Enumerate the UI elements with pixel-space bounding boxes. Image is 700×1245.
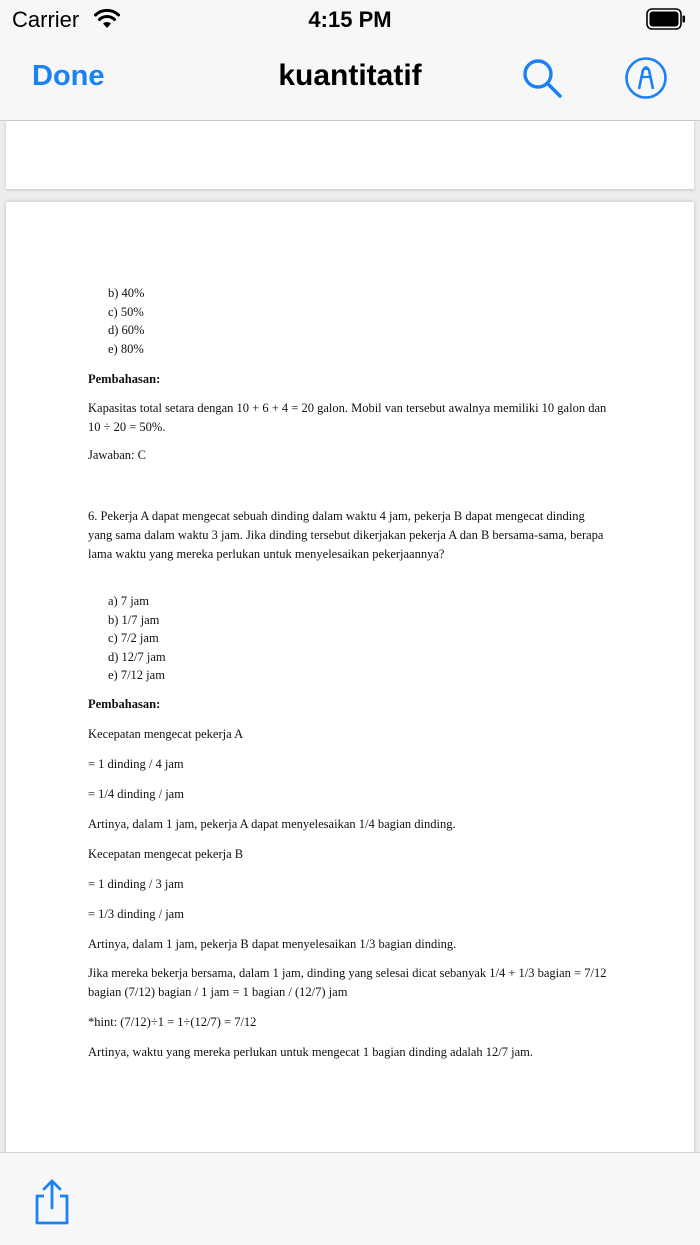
bottom-toolbar — [0, 1152, 700, 1245]
q5-options — [108, 284, 144, 358]
done-button[interactable]: Done — [32, 60, 105, 92]
list-item: d) 60% — [108, 323, 145, 337]
q6-conclusion: Artinya, waktu yang mereka perlukan untuk mengecat 1 bagian dinding adalah 12/7 jam. — [88, 1045, 534, 1059]
list-item: b) 40% — [108, 286, 145, 300]
q5-answer: Jawaban: C — [88, 448, 146, 462]
navigation-bar — [0, 40, 700, 121]
list-item: c) 50% — [108, 304, 144, 319]
document-title: kuantitatif — [278, 59, 422, 92]
battery-icon — [646, 8, 686, 30]
q6-line: = 1/4 dinding / jam — [88, 787, 184, 801]
list-item: c) 7/2 jam — [108, 631, 159, 645]
list-item: d) 12/7 jam — [108, 649, 166, 664]
status-time: 4:15 PM — [308, 7, 392, 32]
list-item: e) 7/12 jam — [108, 668, 165, 682]
document-page — [6, 202, 694, 1162]
status-bar — [0, 0, 700, 40]
q6-line: = 1 dinding / 4 jam — [88, 757, 184, 771]
list-item: b) 1/7 jam — [108, 612, 160, 627]
q6-hint: *hint: (7/12)÷1 = 1÷(12/7) = 7/12 — [88, 1015, 257, 1029]
q6-question: 6. Pekerja A dapat mengecat sebuah dinding dalam waktu 4 jam, pekerja B dapat mengecat dinding yang sama dalam waktu 3 jam. Jika dinding tersebut dikerjakan pekerja A dan B bersama-sama, berapa lama waktu yang mereka perlukan untuk menyelesaikan pekerjaannya? — [88, 509, 604, 561]
list-item: a) 7 jam — [108, 594, 149, 608]
q6-line: Jika mereka bekerja bersama, dalam 1 jam, dinding yang selesai dicat sebanyak 1/4 + 1/3 bagian = 7/12 bagian (7/12) bagian / 1 jam = 1 bagian / (12/7) jam — [88, 966, 607, 999]
q6-line: Artinya, dalam 1 jam, pekerja B dapat menyelesaikan 1/3 bagian dinding. — [88, 937, 457, 951]
q6-line: = 1/3 dinding / jam — [88, 907, 184, 921]
carrier-label: Carrier — [12, 7, 80, 32]
previous-page — [6, 121, 694, 189]
q6-options — [108, 592, 166, 685]
q5-explanation: Kapasitas total setara dengan 10 + 6 + 4 = 20 galon. Mobil van tersebut awalnya memiliki 10 galon dan 10 ÷ 20 = 50%. — [88, 401, 607, 434]
share-icon[interactable] — [30, 1177, 74, 1227]
markup-pen-icon[interactable] — [624, 56, 668, 100]
list-item: e) 80% — [108, 341, 144, 356]
search-icon[interactable] — [520, 56, 564, 100]
q5-explanation-heading: Pembahasan: — [88, 372, 161, 386]
q6-explanation-heading: Pembahasan: — [88, 697, 161, 711]
q6-line: Artinya, dalam 1 jam, pekerja A dapat menyelesaikan 1/4 bagian dinding. — [88, 817, 456, 831]
q6-line: Kecepatan mengecat pekerja B — [88, 847, 244, 861]
q6-line: Kecepatan mengecat pekerja A — [88, 727, 244, 741]
q6-line: = 1 dinding / 3 jam — [88, 877, 184, 891]
